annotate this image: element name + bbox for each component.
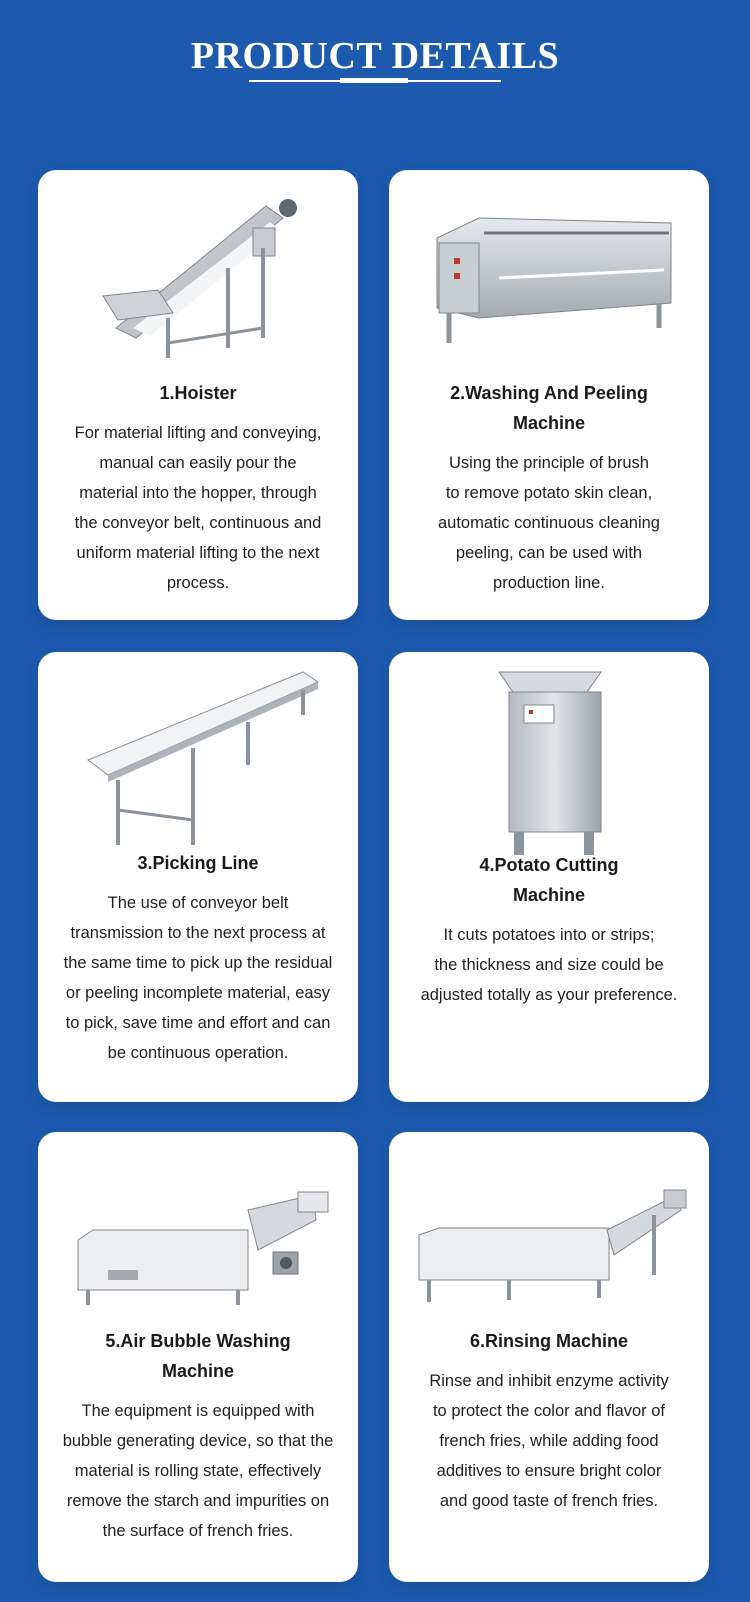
card-description: It cuts potatoes into or strips; the thickness and size could be adjusted totally as your preference.: [420, 926, 678, 1004]
card-title: 1.Hoister: [159, 383, 237, 403]
rinsing-machine-image: [409, 1140, 689, 1335]
card-title: 6.Rinsing Machine: [469, 1331, 629, 1351]
page-title: PRODUCT DETAILS: [190, 35, 560, 77]
card-description: The equipment is equipped with bubble generating device, so that the material is rolling state, effectively remove the starch and impurities on the surface of french fries.: [62, 1402, 334, 1540]
product-card-picking-line: [38, 652, 358, 1102]
product-card-rinsing: [389, 1132, 709, 1582]
card-title: 5.Air Bubble Washing Machine: [105, 1331, 291, 1381]
page-header: [0, 34, 750, 78]
air-bubble-washing-machine-image: [58, 1140, 338, 1335]
title-underline-accent: [340, 78, 408, 83]
product-card-hoister: [38, 170, 358, 620]
washing-peeling-machine-image: [409, 178, 689, 373]
product-card-potato-cutting: [389, 652, 709, 1102]
card-title: 4.Potato Cutting Machine: [479, 855, 619, 905]
picking-line-image: [58, 660, 338, 855]
card-description: Rinse and inhibit enzyme activity to protect the color and flavor of french fries, while adding food additives to ensure bright color and good taste of french fries.: [429, 1372, 669, 1510]
card-title: 3.Picking Line: [137, 853, 259, 873]
product-card-air-bubble-washing: [38, 1132, 358, 1582]
product-card-washing-peeling: [389, 170, 709, 620]
card-description: For material lifting and conveying, manual can easily pour the material into the hopper, through the conveyor belt, continuous and uniform material lifting to the next process.: [74, 424, 322, 592]
potato-cutting-machine-image: [409, 660, 689, 855]
hoister-image: [58, 178, 338, 373]
card-description: The use of conveyor belt transmission to the next process at the same time to pick up the residual or peeling incomplete material, easy to pick, save time and effort and can be continuous operation.: [63, 894, 333, 1062]
card-title: 2.Washing And Peeling Machine: [450, 383, 648, 433]
card-description: Using the principle of brush to remove potato skin clean, automatic continuous cleaning peeling, can be used with production line.: [438, 454, 660, 592]
